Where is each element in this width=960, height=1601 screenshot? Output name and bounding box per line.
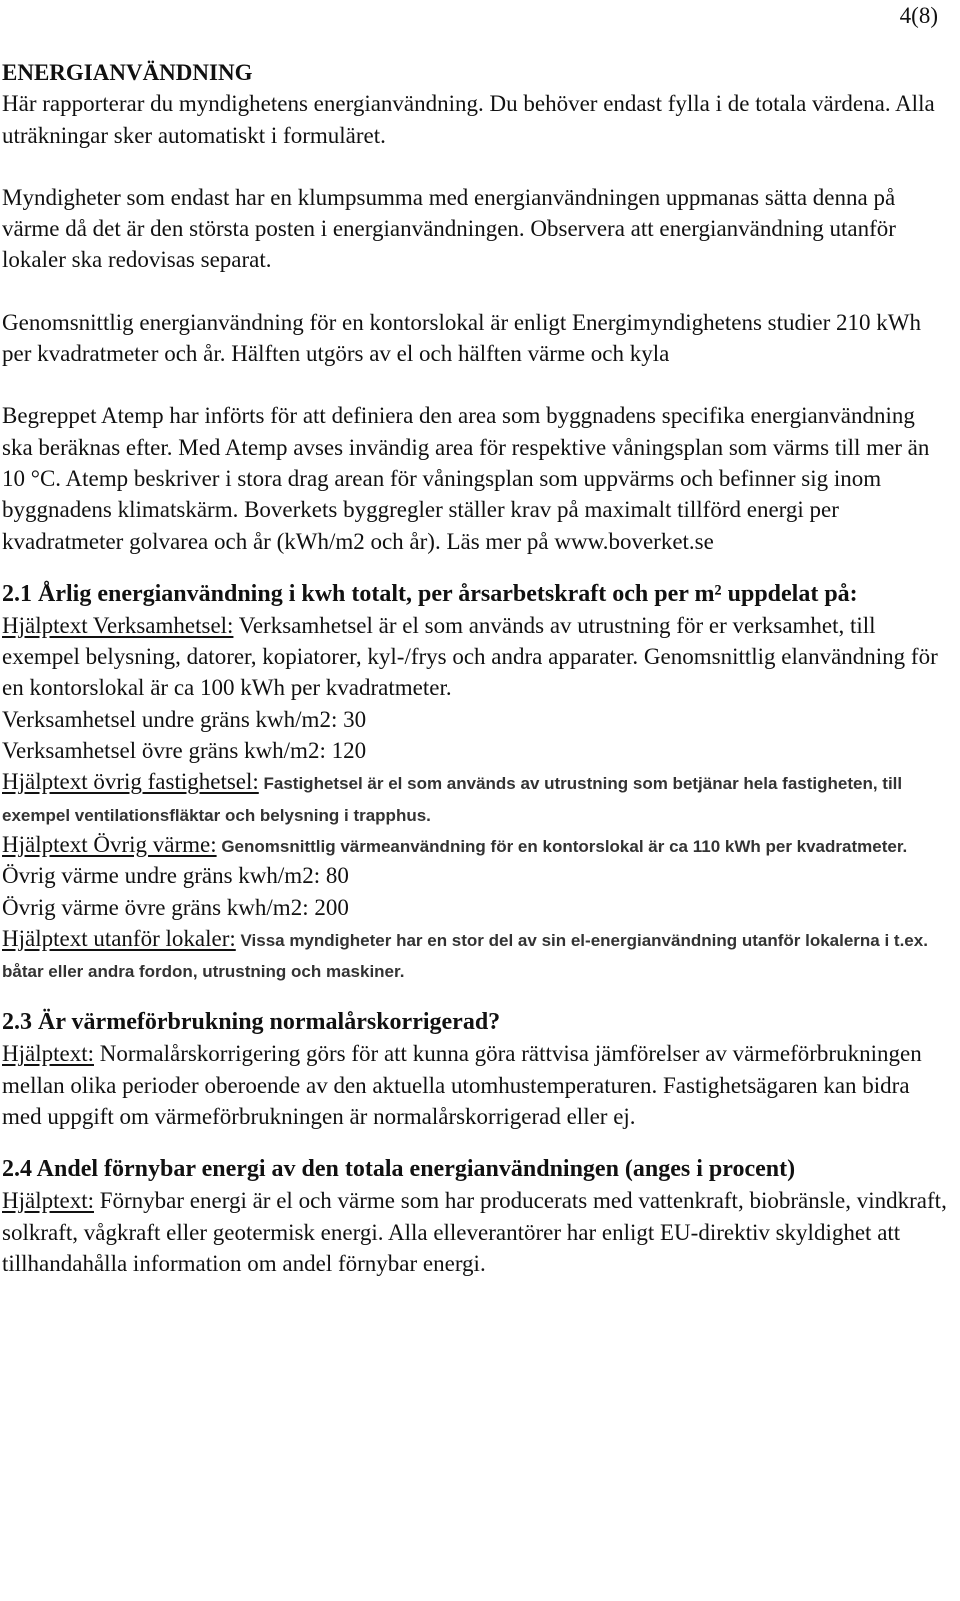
- help-verksamhetsel: [2, 610, 947, 704]
- help-utanfor-lokaler: [2, 923, 947, 986]
- genomsnitt-paragraph: Genomsnittlig energianvändning för en kontorslokal är enligt Energimyndighetens studier 210 kWh per kvadratmeter och år. Hälften utgörs av el och hälften värme och kyla: [2, 309, 921, 367]
- help-fastighetsel: [2, 766, 947, 829]
- klumpsumma-paragraph: Myndigheter som endast har en klumpsumma med energianvändningen uppmanas sätta denna på värme då det är den största posten i energianvändningen. Observera att energianvändning utanför lokaler ska redovisas separat.: [2, 184, 896, 273]
- page-number: 4(8): [899, 3, 938, 28]
- help-2-3-label: Hjälptext:: [2, 1041, 94, 1067]
- help-varme-text: Genomsnittlig värmeanvändning för en kontorslokal är ca 110 kWh per kvadratmeter.: [216, 836, 908, 856]
- limit-verksamhetsel-upper: Verksamhetsel övre gräns kwh/m2: 120: [2, 738, 367, 764]
- heading-2-4: 2.4 Andel förnybar energi av den totala energianvändningen (anges i procent): [2, 1156, 796, 1183]
- intro-paragraph: Här rapporterar du myndighetens energianvändning. Du behöver endast fylla i de totala värdena. Alla uträkningar sker automatiskt i formuläret.: [2, 91, 935, 148]
- limit-varme-upper: Övrig värme övre gräns kwh/m2: 200: [2, 894, 349, 920]
- help-utanfor-label: Hjälptext utanför lokaler:: [2, 925, 236, 951]
- heading-2-1: 2.1 Årlig energianvändning i kwh totalt, per årsarbetskraft och per m² uppdelat på:: [2, 580, 858, 607]
- help-verksamhetsel-label: Hjälptext Verksamhetsel:: [2, 612, 234, 638]
- help-varme: [2, 829, 947, 860]
- help-2-4-text: Förnybar energi är el och värme som har producerats med vattenkraft, biobränsle, vindkraft, solkraft, vågkraft eller geotermisk energi. Alla elleverantörer har enligt EU-direktiv skyldighet att tillhandahålla information om andel förnybar energi.: [2, 1188, 947, 1276]
- help-2-3: [2, 1038, 947, 1132]
- help-fastighetsel-label: Hjälptext övrig fastighetsel:: [2, 769, 259, 795]
- limit-verksamhetsel-lower: Verksamhetsel undre gräns kwh/m2: 30: [2, 706, 367, 732]
- help-utanfor-text: Vissa myndigheter har en stor del av sin el-energianvändning utanför lokalerna i t.ex. båtar eller andra fordon, utrustning och maskiner.: [2, 930, 928, 982]
- help-verksamhetsel-text: Verksamhetsel är el som används av utrustning för er verksamhet, till exempel belysning, datorer, kopiatorer, kyl-/frys och andra apparater. Genomsnittlig elanvändning för en kontorslokal är ca 100 kWh per kvadratmeter.: [2, 612, 938, 701]
- limit-varme-lower: Övrig värme undre gräns kwh/m2: 80: [2, 863, 349, 889]
- help-varme-label: Hjälptext Övrig värme:: [2, 831, 217, 857]
- atemp-paragraph: Begreppet Atemp har införts för att definiera den area som byggnadens specifika energianvändning ska beräknas efter. Med Atemp avses invändig area för respektive våningsplan som värms till mer än 10 °C. Atemp beskriver i stora drag arean för våningsplan som uppvärms och befinner sig inom byggnadens klimatskärm. Boverkets byggregler ställer krav på maximalt tillförd energi per kvadratmeter golvarea och år (kWh/m2 och år). Läs mer på www.boverket.se: [2, 403, 930, 554]
- section-title: ENERGIANVÄNDNING: [2, 60, 253, 85]
- help-fastighetsel-text: Fastighetsel är el som används av utrustning som betjänar hela fastigheten, till exempel ventilationsfläktar och belysning i trapphus.: [2, 774, 903, 825]
- help-2-4: [2, 1185, 947, 1279]
- heading-2-3: 2.3 Är värmeförbrukning normalårskorrigerad?: [2, 1009, 501, 1036]
- help-2-4-label: Hjälptext:: [2, 1188, 94, 1214]
- document-body: [2, 57, 947, 1279]
- help-2-3-text: Normalårskorrigering görs för att kunna göra rättvisa jämförelser av värmeförbrukningen mellan olika perioder oberoende av den aktuella utomhustemperaturen. Fastighetsägaren kan bidra med uppgift om värmeförbrukningen är normalårskorrigerad eller ej.: [2, 1041, 922, 1130]
